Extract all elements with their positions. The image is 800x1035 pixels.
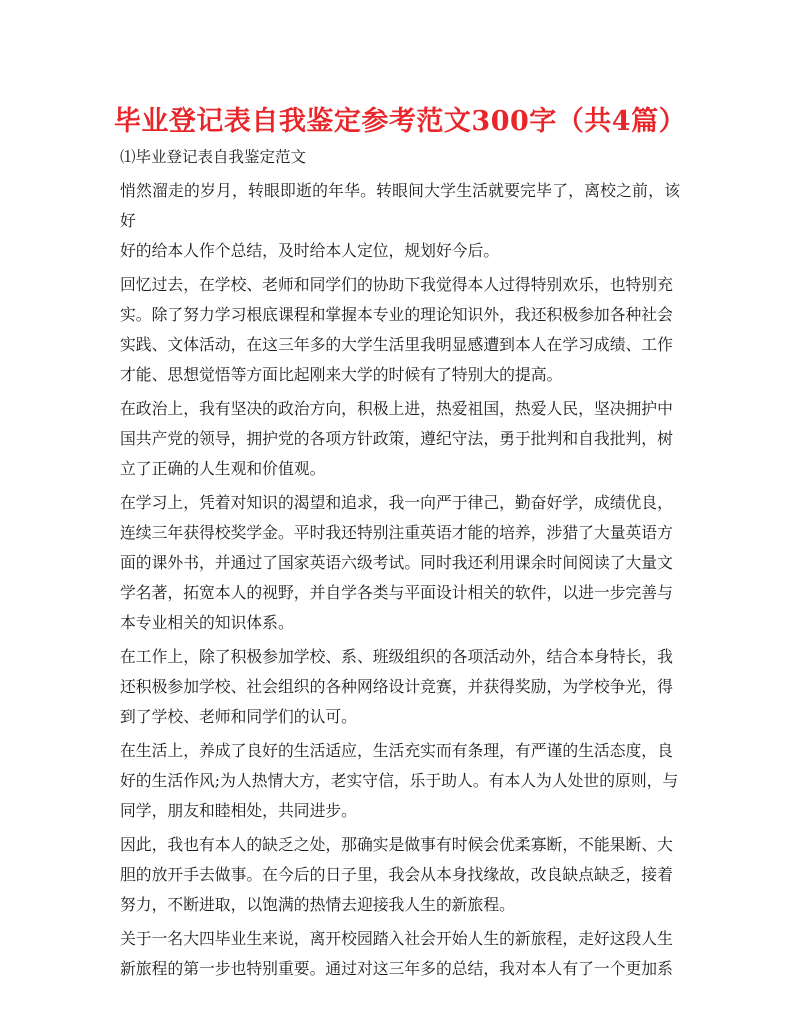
paragraph: 在工作上，除了积极参加学校、系、班级组织的各项活动外，结合本身特长，我 还积极参加学校、社会组织的各种网络设计竞赛，并获得奖励，为学校争光，得 到了学校、老师和同学们的认可。	[120, 647, 673, 726]
document-body	[120, 176, 680, 988]
section-heading: ⑴毕业登记表自我鉴定范文	[120, 148, 307, 166]
paragraph: 回忆过去，在学校、老师和同学们的协助下我觉得本人过得特别欢乐，也特别充 实。除了努力学习根底课程和掌握本专业的理论知识外，我还积极参加各种社会 实践、文体活动，在这三年多的大学生活里我明显感遭到本人在学习成绩、工作 才能、思想觉悟等方面比起刚来大学的时候有了特别大的提高。	[120, 275, 673, 384]
document-title: 毕业登记表自我鉴定参考范文300字（共4篇）	[113, 106, 687, 137]
paragraph: 在学习上，凭着对知识的渴望和追求，我一向严于律己，勤奋好学，成绩优良， 连续三年获得校奖学金。平时我还特别注重英语才能的培养，涉猎了大量英语方 面的课外书，并通过了国家英语六级考试。同时我还利用课余时间阅读了大量文 学名著，拓宽本人的视野，并自学各类与平面设计相关的软件，以进一步完善与 本专业相关的知识体系。	[120, 493, 673, 632]
paragraph: 在政治上，我有坚决的政治方向，积极上进，热爱祖国，热爱人民，坚决拥护中 国共产党的领导，拥护党的各项方针政策，遵纪守法，勇于批判和自我批判，树 立了正确的人生观和价值观。	[120, 399, 673, 478]
paragraph: 在生活上，养成了良好的生活适应，生活充实而有条理，有严谨的生活态度，良 好的生活作风;为人热情大方，老实守信，乐于助人。有本人为人处世的原则，与 同学，朋友和睦相处，共同进步。	[120, 741, 679, 820]
paragraph: 因此，我也有本人的缺乏之处，那确实是做事有时候会优柔寡断，不能果断、大 胆的放开手去做事。在今后的日子里，我会从本身找缘故，改良缺点缺乏，接着 努力，不断进取，以饱满的热情去迎接我人生的新旅程。	[120, 835, 673, 914]
paragraph: 悄然溜走的岁月，转眼即逝的年华。转眼间大学生活就要完毕了，离校之前，该好 好的给本人作个总结，及时给本人定位，规划好今后。	[120, 181, 680, 260]
paragraph: 关于一名大四毕业生来说，离开校园踏入社会开始人生的新旅程，走好这段人生 新旅程的第一步也特别重要。通过对这三年多的总结，我对本人有了一个更加系	[120, 929, 673, 978]
